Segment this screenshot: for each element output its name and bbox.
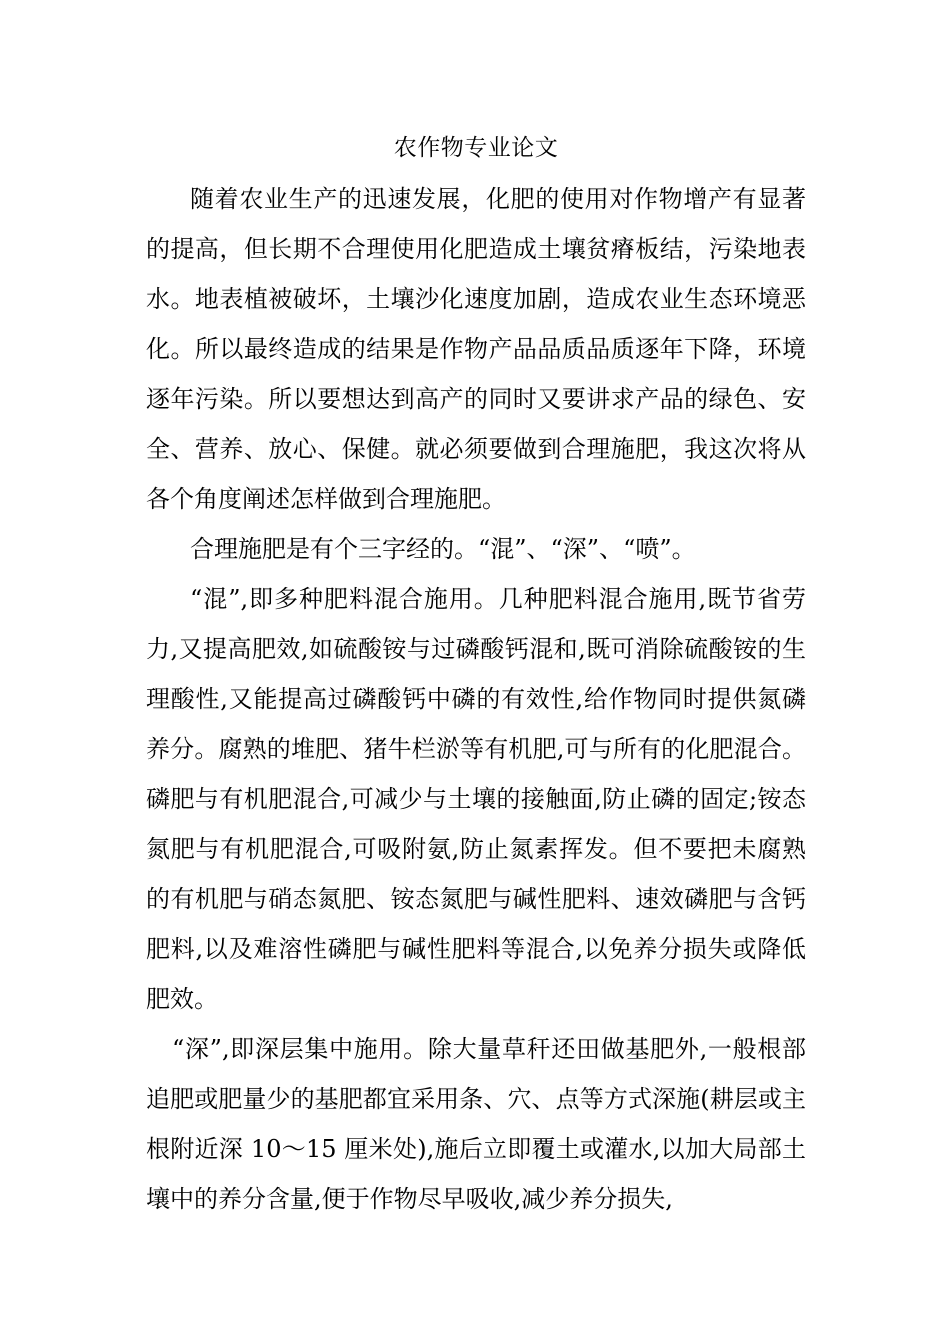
document-page xyxy=(146,0,806,1344)
paragraph-mix: “混”,即多种肥料混合施用。几种肥料混合施用,既节省劳力,又提高肥效,如硫酸铵与过磷酸钙混和,既可消除硫酸铵的生理酸性,又能提高过磷酸钙中磷的有效性,给作物同时提供氮磷养分。腐熟的堆肥、猪牛栏淤等有机肥,可与所有的化肥混合。磷肥与有机肥混合,可减少与土壤的接触面,防止磷的固定;铵态氮肥与有机肥混合,可吸附氨,防止氮素挥发。但不要把未腐熟的有机肥与硝态氮肥、铵态氮肥与碱性肥料、速效磷肥与含钙肥料,以及难溶性磷肥与碱性肥料等混合,以免养分损失或降低肥效。 xyxy=(146,585,806,1013)
document-title: 农作物专业论文 xyxy=(393,135,559,161)
paragraph-intro: 随着农业生产的迅速发展，化肥的使用对作物增产有显著的提高，但长期不合理使用化肥造成土壤贫瘠板结，污染地表水。地表植被破坏，土壤沙化速度加剧，造成农业生态环境恶化。所以最终造成的结果是作物产品品质品质逐年下降，环境逐年污染。所以要想达到高产的同时又要讲求产品的绿色、安全、营养、放心、保健。就必须要做到合理施肥，我这次将从各个角度阐述怎样做到合理施肥。 xyxy=(146,185,806,513)
paragraph-deep: “深”,即深层集中施用。除大量草秆还田做基肥外,一般根部追肥或肥量少的基肥都宜采用条、穴、点等方式深施(耕层或主根附近深 10～15 厘米处),施后立即覆土或灌水,以加大局部土壤中的养分含量,便于作物尽早吸收,减少养分损失, xyxy=(146,1035,806,1213)
paragraph-three-words: 合理施肥是有个三字经的。“混”、“深”、“喷”。 xyxy=(190,535,696,563)
